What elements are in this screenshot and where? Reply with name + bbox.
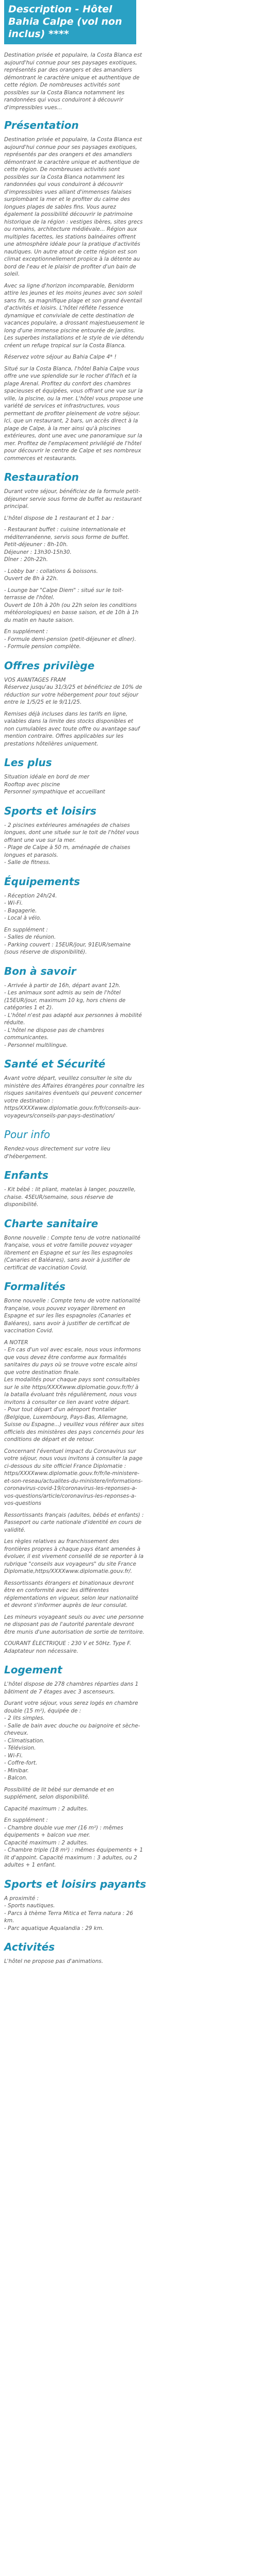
section-sports-et-loisirs-payants: [4, 1877, 258, 1933]
section-pour-info: [4, 1128, 258, 1160]
section-paragraph: En supplément : - Formule demi-pension (petit-déjeuner et dîner). - Formule pension complète.: [4, 629, 136, 650]
intro: [4, 52, 258, 111]
section-equipements: [4, 875, 258, 956]
section-paragraph: Situation idéale en bord de mer Rooftop avec piscine Personnel sympathique et accueillant: [4, 774, 105, 795]
section-les-plus: [4, 756, 258, 796]
section-presentation: [4, 118, 258, 462]
section-heading: Sports et loisirs payants: [4, 1877, 147, 1890]
section-paragraph: - Arrivée à partir de 16h, départ avant 12h. - Les animaux sont admis au sein de l'hôtel (15EUR/jour, maximum 10 kg, hors chiens de catégories 1 et 2). - L'hôtel n'est pas adapté aux personnes à mobilité réduite. - L'hôtel ne dispose pas de chambres communicantes. - Personnel multilingue.: [4, 982, 142, 1048]
section-paragraph: Réservez votre séjour au Bahia Calpe 4* !: [4, 354, 117, 360]
section-paragraph: A proximité : - Sports nautiques. - Parcs à thème Terra Mitica et Terra natura : 26 km. - Parc aquatique Aqualandia : 29 km.: [4, 1895, 133, 1931]
section-heading: Offres privilège: [4, 659, 95, 672]
section-sports-et-loisirs: [4, 804, 258, 867]
section-paragraph: VOS AVANTAGES FRAM Réservez jusqu'au 31/3/25 et bénéficiez de 10% de réduction sur votre hébergement pour tout séjour entre le 1/5/25 et le 9/11/25.: [4, 676, 142, 705]
section-paragraph: Concernant l'éventuel impact du Coronavirus sur votre séjour, nous vous invitons à consulter la page ci-dessous du site officiel France Diplomatie : https/XXXXwww.diplomatie.gouv.fr/fr/le-ministere-et-son-reseau/actualites-du-ministere/informations-coronavirus-covid-19/coronavirus-les-reponses-a-vos-questions/article/coronavirus-les-reponses-a-vos-questions: [4, 1448, 143, 1506]
section-paragraph: - Réception 24h/24. - Wi-Fi. - Bagagerie. - Local à vélo.: [4, 892, 57, 921]
section-heading: Logement: [4, 1664, 62, 1676]
section-paragraph: L'hôtel dispose de 278 chambres réparties dans 1 bâtiment de 7 étages avec 3 ascenseurs.: [4, 1681, 139, 1695]
section-paragraph: - Lounge bar "Calpe Diem" : situé sur le toit-terrasse de l'hôtel. Ouvert de 10h à 20h (ou 22h selon les conditions météorologiques) en basse saison, et de 10h à 1h du matin en haute saison.: [4, 587, 139, 623]
section-formalites: [4, 1280, 258, 1655]
section-heading: Charte sanitaire: [4, 1217, 99, 1230]
section-heading: Enfants: [4, 1169, 49, 1181]
section-paragraph: Avec sa ligne d'horizon incomparable, Benidorm attire les jeunes et les moins jeunes avec son soleil sans fin, sa magnifique plage et son grand éventail d'activités et loisirs. L'hôtel réfléte l'essence dynamique et conviviale de cette destination de vacances populaire, a drossant majestueusement le long d'une immense piscine entourée de jardins. Les superbes installations et le style de vie détendu créent un refuge tropical sur la Costa Blanca.: [4, 282, 144, 349]
section-paragraph: A NOTER - En cas d'un vol avec escale, nous vous informons que vous devez être conforme aux formalités sanitaires du pays où se trouve votre escale ainsi que votre destination finale. Les modalités pour chaque pays sont consultables sur le site https/XXXXwww.diplomatie.gouv.fr/fr/ à la batalla évoluant très régulièrement, nous vous invitons à consulter ce lien avant votre départ. - Pour tout départ d'un aéroport frontalier (Belgique, Luxembourg, Pays-Bas, Allemagne, Suisse ou Espagne...) veuillez vous référer aux sites officiels des ministères des pays concernés pour les conditions de départ et de retour.: [4, 1339, 144, 1443]
section-heading: Sports et loisirs: [4, 804, 96, 817]
section-heading: Bon à savoir: [4, 964, 76, 977]
section-paragraph: Ressortissants étrangers et binationaux devront être en conformité avec les différentes réglementations en vigueur, selon leur nationalité et devront s'informer auprès de leur consulat.: [4, 1580, 138, 1608]
section-heading: Formalités: [4, 1280, 66, 1293]
section-paragraph: Durant votre séjour, vous serez logés en chambre double (15 m²), équipée de : - 2 lits simples. - Salle de bain avec douche ou baignoire et sèche-cheveux. - Climatisation. - Télévision. - Wi-Fi. - Coffre-fort. - Minibar. - Balcon.: [4, 1700, 140, 1781]
section-bon-a-savoir: [4, 964, 258, 1049]
section-paragraph: Bonne nouvelle : Compte tenu de votre nationalité française, vous pouvez voyager librement en Espagne et sur les îles espagnoles (Canaries et Baléares), sans avoir à justifier de certificat de vaccination Covid.: [4, 1298, 141, 1334]
section-paragraph: COURANT ÉLECTRIQUE : 230 V et 50Hz. Type F. Adaptateur non nécessaire.: [4, 1640, 132, 1654]
section-paragraph: Les règles relatives au franchissement des frontières propres à chaque pays étant amenées à évoluer, il est vivement conseillé de se reporter à la rubrique "conseils aux voyageurs" du site France Diplomatie,https/XXXXwww.diplomatie.gouv.fr/.: [4, 1538, 144, 1574]
intro-paragraph: Destination prisée et populaire, la Costa Blanca est aujourd'hui connue pour ses paysages exotiques, représentés par des orangers et des amandiers démontrant le caractère unique et authentique de cette région. De nombreuses activités sont possibles sur la Costa Blanca notamment les randonnées qui vous conduiront à découvrir d'impressibles vues...: [4, 52, 142, 111]
section-heading: Activités: [4, 1941, 55, 1953]
section-paragraph: Les mineurs voyageant seuls ou avec une personne ne disposant pas de l'autorité parentale devront être munis d'une autorisation de sortie de territoire.: [4, 1614, 144, 1635]
section-paragraph: L'hôtel ne propose pas d'animations.: [4, 1958, 103, 1964]
section-sante-et-securite: [4, 1057, 258, 1120]
section-paragraph: Durant votre séjour, bénéficiez de la formule petit-déjeuner servie sous forme de buffet au restaurant principal.: [4, 488, 142, 510]
section-offres-privilege: [4, 659, 258, 748]
section-paragraph: En supplément : - Salles de réunion. - Parking couvert : 15EUR/jour, 91EUR/semaine (sous réserve de disponibilité).: [4, 926, 131, 955]
section-restauration: [4, 470, 258, 651]
sections-container: [4, 118, 258, 1965]
section-activites: [4, 1940, 258, 1965]
section-enfants: [4, 1168, 258, 1209]
section-heading: Pour info: [4, 1128, 51, 1141]
section-paragraph: Avant votre départ, veuillez consulter le site du ministère des Affaires étrangères pour connaître les risques sanitaires éventuels qui peuvent concerner votre destination : https/XXXXwww.diplomatie.gouv.fr/fr/conseils-aux-voyageurs/conseils-par-pays-destination/: [4, 1075, 144, 1119]
section-paragraph: - 2 piscines extérieures aménagées de chaises longues, dont une située sur le toit de l'hôtel vous offrant une vue sur la mer. - Plage de Calpe à 50 m, aménagée de chaises longues et parasols. - Salle de fitness.: [4, 822, 139, 866]
section-paragraph: Rendez-vous directement sur votre lieu d'hébergement.: [4, 1146, 110, 1160]
section-paragraph: L'hôtel dispose de 1 restaurant et 1 bar :: [4, 515, 114, 521]
section-paragraph: Bonne nouvelle : Compte tenu de votre nationalité française, vous et votre famille pouvez voyager librement en Espagne et sur les îles espagnoles (Canaries et Baléares), sans avoir à justifier de certificat de vaccination Covid.: [4, 1234, 141, 1271]
section-paragraph: Possibilité de lit bébé sur demande et en supplément, selon disponibilité.: [4, 1786, 114, 1800]
section-paragraph: En supplément : - Chambre double vue mer (16 m²) : mêmes équipements + balcon vue mer. Capacité maximum : 2 adultes. - Chambre triple (18 m²) : mêmes équipements + 1 lit d'appoint. Capacité maximum : 3 adultes, ou 2 adultes + 1 enfant.: [4, 1817, 143, 1868]
section-paragraph: Situé sur la Costa Blanca, l'hôtel Bahia Calpe vous offre une vue splendide sur le rocher d'Ifach et la plage Arenal. Profitez du confort des chambres spacieuses et équipées, vous offrant une vue sur la ville, la piscine, ou la mer. L'hôtel vous propose une variété de services et infrastructures, vous permettant de profiter pleinement de votre séjour. Ici, que un restaurant, 2 bars, un accès direct à la plage de Calpe, à la mer ainsi qu'à piscines extérieures, dont une avec une panoramique sur la mer. Profitez de l'emplacement privilégié de l'hôtel pour découvrir le centre de Calpe et ses nombreux commerces et restaurants.: [4, 365, 143, 462]
section-paragraph: Capacité maximum : 2 adultes.: [4, 1805, 88, 1812]
section-paragraph: - Lobby bar : collations & boissons. Ouvert de 8h à 22h.: [4, 568, 98, 582]
page-title: Description - Hôtel Bahia Calpe (vol non inclus) ****: [4, 0, 136, 44]
section-paragraph: Destination prisée et populaire, la Costa Blanca est aujourd'hui connue pour ses paysages exotiques, représentés par des orangers et des amandiers démontrant le caractère unique et authentique de cette région. De nombreuses activités sont possibles sur la Costa Blanca notamment les randonnées qui vous conduiront à découvrir d'impressibles vues alliant d'immenses falaises surplombant la mer et le profiter du calme des longues plages de sables fins. Vous aurez également la possibilité découvrir le patrimoine historique de la région : vestiges ibères, sites grecs ou romains, architecture médiévale... Région aux multiples facettes, les stations balnéaires offrent une atmosphère idéale pour la pratique d'activités nautiques. Un autre atout de cette région est son climat exceptionnellement propice à la détente au bord de l'eau et le plaisir de profiter d'un bain de soleil.: [4, 137, 143, 277]
section-paragraph: Ressortissants français (adultes, bébés et enfants) : Passeport ou carte nationale d'identité en cours de validité.: [4, 1512, 144, 1533]
section-heading: Restauration: [4, 471, 79, 483]
section-logement: [4, 1663, 258, 1869]
section-paragraph: - Kit bébé : lit pliant, matelas à langer, pouzzelle, chaise. 45EUR/semaine, sous réserve de disponibilité.: [4, 1187, 136, 1208]
section-charte-sanitaire: [4, 1217, 258, 1272]
section-heading: Les plus: [4, 756, 52, 769]
section-heading: Santé et Sécurité: [4, 1058, 106, 1070]
section-paragraph: - Restaurant buffet : cuisine internationale et méditerranéenne, servis sous forme de buffet. Petit-déjeuner : 8h-10h. Déjeuner : 13h30-15h30. Dîner : 20h-22h.: [4, 527, 130, 563]
section-heading: Présentation: [4, 119, 79, 131]
section-paragraph: Remises déjà incluses dans les tarifs en ligne, valables dans la limite des stocks disponibles et non cumulables avec toute offre ou avantage sauf mention contraire. Offres applicables sur les prestations hôtelières uniquement.: [4, 710, 140, 747]
section-heading: Équipements: [4, 875, 80, 888]
